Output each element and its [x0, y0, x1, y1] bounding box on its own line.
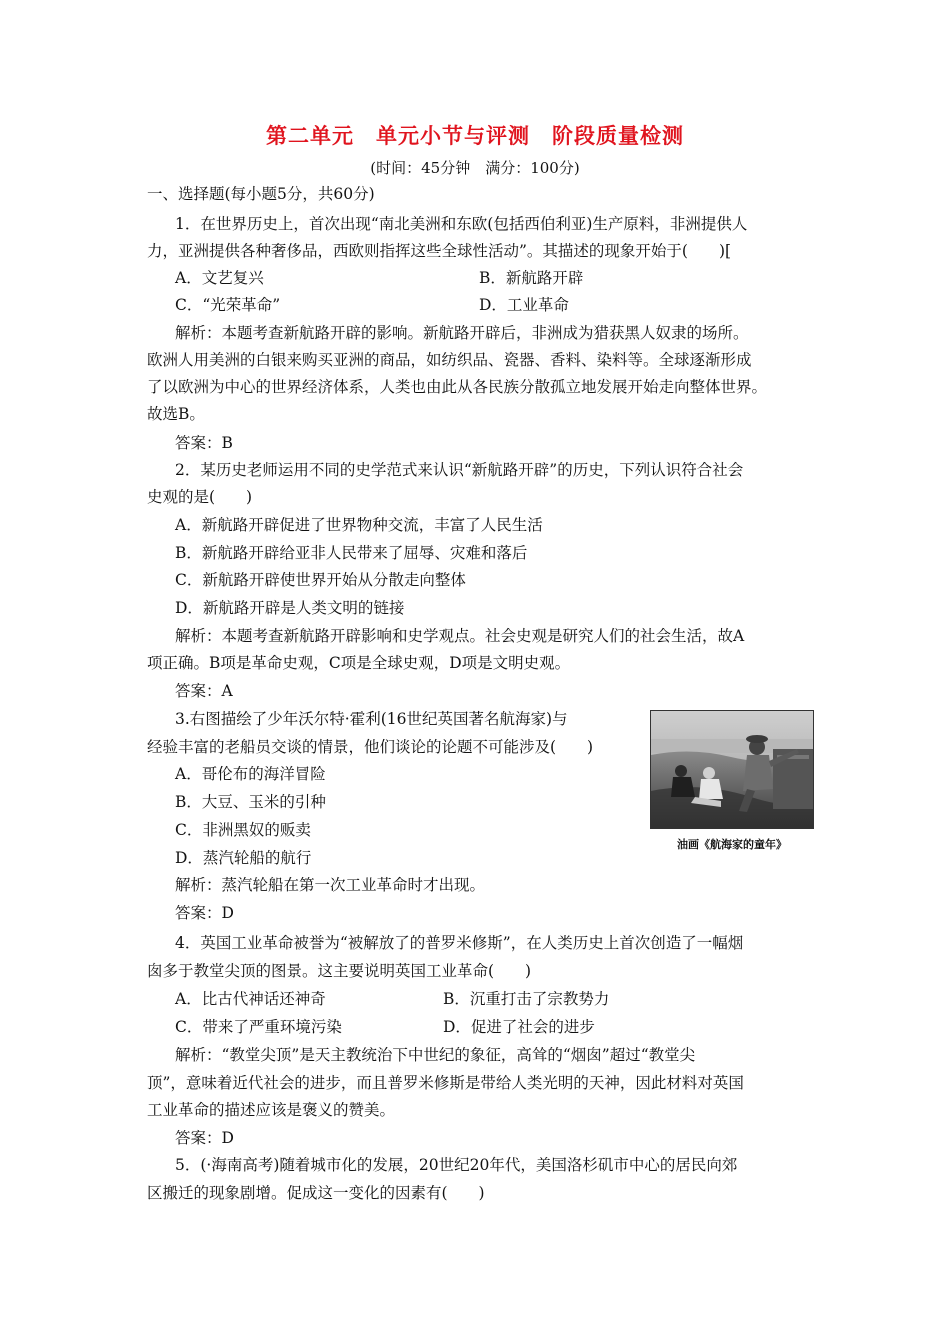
- q4-explanation-line1: 解析：“教堂尖顶”是天主教统治下中世纪的象征，高耸的“烟囱”超过“教堂尖: [175, 1046, 696, 1064]
- q1-stem-line1: 1．在世界历史上，首次出现“南北美洲和东欧(包括西伯利亚)生产原料，非洲提供人: [175, 215, 748, 233]
- q1-explanation-line2: 欧洲人用美洲的白银来购买亚洲的商品，如纺织品、瓷器、香料、染料等。全球逐渐形成: [147, 351, 752, 369]
- q1-stem-line2: 力，亚洲提供各种奢侈品，西欧则指挥这些全球性活动”。其描述的现象开始于( )[: [147, 242, 732, 260]
- q4-option-b: B．沉重打击了宗教势力: [443, 990, 610, 1008]
- q1-option-a: A．文艺复兴: [175, 269, 264, 287]
- q3-option-b: B．大豆、玉米的引种: [175, 793, 326, 811]
- q2-option-c: C．新航路开辟使世界开始从分散走向整体: [175, 571, 466, 589]
- q1-option-d: D．工业革命: [479, 296, 569, 314]
- q4-stem-line1: 4．英国工业革命被誉为“被解放了的普罗米修斯”，在人类历史上首次创造了一幅烟: [175, 934, 744, 952]
- q4-explanation-line2: 顶”，意味着近代社会的进步，而且普罗米修斯是带给人类光明的天神，因此材料对英国: [147, 1074, 744, 1092]
- painting-caption: 油画《航海家的童年》: [677, 838, 787, 851]
- q2-answer: 答案：A: [175, 682, 233, 700]
- q3-answer: 答案：D: [175, 904, 234, 922]
- painting-illustration: [651, 711, 813, 828]
- q1-option-b: B．新航路开辟: [479, 269, 584, 287]
- q4-explanation-line3: 工业革命的描述应该是褒义的赞美。: [147, 1101, 396, 1119]
- q4-option-a: A．比古代神话还神奇: [175, 990, 326, 1008]
- q4-stem-line2: 囱多于教堂尖顶的图景。这主要说明英国工业革命( ): [147, 962, 532, 980]
- painting-image: [650, 710, 814, 829]
- q2-option-a: A．新航路开辟促进了世界物种交流，丰富了人民生活: [175, 516, 543, 534]
- q3-stem-line2: 经验丰富的老船员交谈的情景，他们谈论的论题不可能涉及( ): [147, 738, 594, 756]
- section-heading: 一、选择题(每小题5分，共60分): [147, 185, 375, 203]
- q3-explanation-line1: 解析：蒸汽轮船在第一次工业革命时才出现。: [175, 876, 486, 894]
- q5-stem-line2: 区搬迁的现象剧增。促成这一变化的因素有( ): [147, 1184, 485, 1202]
- q2-explanation-line2: 项正确。B项是革命史观，C项是全球史观，D项是文明史观。: [147, 654, 571, 672]
- q1-option-c: C．“光荣革命”: [175, 296, 281, 314]
- q2-option-d: D．新航路开辟是人类文明的链接: [175, 599, 405, 617]
- q1-answer: 答案：B: [175, 434, 233, 452]
- q4-answer: 答案：D: [175, 1129, 234, 1147]
- q1-explanation-line1: 解析：本题考查新航路开辟的影响。新航路开辟后，非洲成为猎获黑人奴隶的场所。: [175, 324, 749, 342]
- q2-explanation-line1: 解析：本题考查新航路开辟影响和史学观点。社会史观是研究人们的社会生活，故A: [175, 627, 745, 645]
- exam-meta: (时间：45分钟 满分：100分): [370, 159, 580, 177]
- q3-option-d: D．蒸汽轮船的航行: [175, 849, 312, 867]
- q3-option-c: C．非洲黑奴的贩卖: [175, 821, 311, 839]
- q3-stem-line1: 3.右图描绘了少年沃尔特·霍利(16世纪英国著名航海家)与: [175, 710, 568, 728]
- q5-stem-line1: 5．(·海南高考)随着城市化的发展，20世纪20年代，美国洛杉矶市中心的居民向郊: [175, 1156, 738, 1174]
- q4-option-c: C．带来了严重环境污染: [175, 1018, 342, 1036]
- q2-option-b: B．新航路开辟给亚非人民带来了屈辱、灾难和落后: [175, 544, 528, 562]
- q2-stem-line1: 2．某历史老师运用不同的史学范式来认识“新航路开辟”的历史，下列认识符合社会: [175, 461, 744, 479]
- q1-explanation-line3: 了以欧洲为中心的世界经济体系，人类也由此从各民族分散孤立地发展开始走向整体世界。: [147, 378, 768, 396]
- q1-explanation-line4: 故选B。: [147, 405, 205, 423]
- q3-option-a: A．哥伦布的海洋冒险: [175, 765, 326, 783]
- page-title: 第二单元 单元小节与评测 阶段质量检测: [266, 124, 684, 148]
- q4-option-d: D．促进了社会的进步: [443, 1018, 595, 1036]
- q2-stem-line2: 史观的是( ): [147, 488, 253, 506]
